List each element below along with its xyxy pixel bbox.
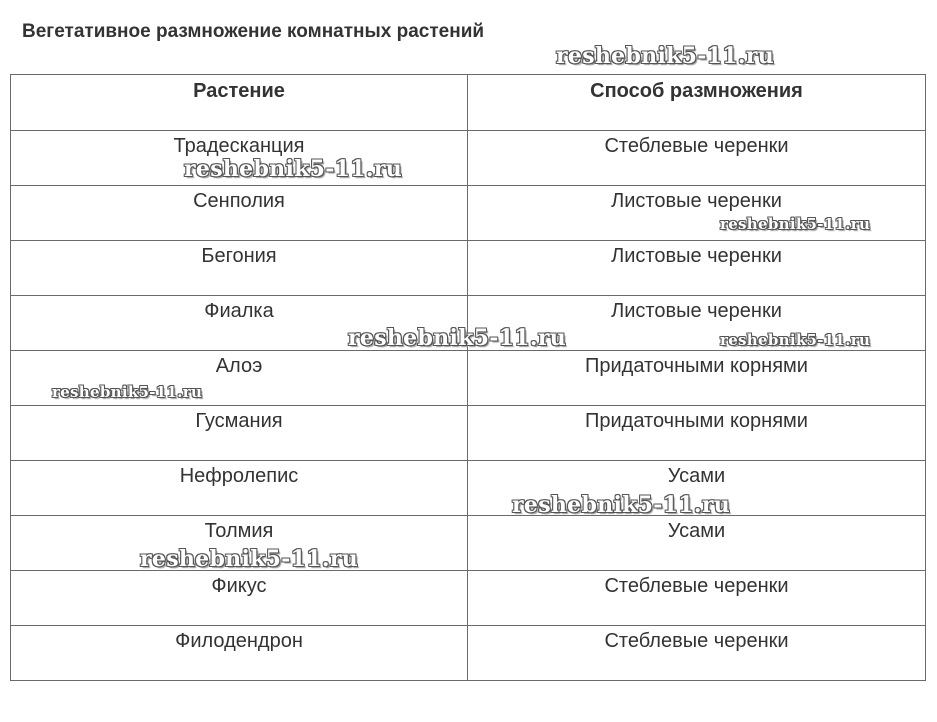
- table-header-row: [11, 75, 926, 131]
- watermark: reshebnik5-11.ru: [720, 331, 871, 349]
- page-title: Вегетативное размножение комнатных растений: [22, 21, 485, 42]
- method-cell: Листовые черенки: [468, 186, 926, 241]
- plant-cell: Гусмания: [11, 406, 468, 461]
- table-row: [11, 406, 926, 461]
- method-cell: Стеблевые черенки: [468, 571, 926, 626]
- method-cell: Листовые черенки: [468, 241, 926, 296]
- plant-cell: Алоэ: [11, 351, 468, 406]
- plant-cell: Фикус: [11, 571, 468, 626]
- plant-cell: Бегония: [11, 241, 468, 296]
- plant-cell: Нефролепис: [11, 461, 468, 516]
- watermark: reshebnik5-11.ru: [720, 215, 871, 233]
- method-cell: Усами: [468, 516, 926, 571]
- plant-cell: Фиалка: [11, 296, 468, 351]
- method-cell: Придаточными корнями: [468, 406, 926, 461]
- table-row: [11, 131, 926, 186]
- table-row: [11, 461, 926, 516]
- method-cell: Стеблевые черенки: [468, 626, 926, 681]
- column-header-plant: Растение: [11, 75, 468, 131]
- plant-cell: Толмия: [11, 516, 468, 571]
- table-row: [11, 351, 926, 406]
- watermark: reshebnik5-11.ru: [140, 546, 359, 572]
- column-header-method: Способ размножения: [468, 75, 926, 131]
- watermark: reshebnik5-11.ru: [52, 383, 203, 401]
- table-row: [11, 516, 926, 571]
- propagation-table: [10, 74, 926, 681]
- table-row: [11, 186, 926, 241]
- table-row: [11, 571, 926, 626]
- watermark: reshebnik5-11.ru: [512, 492, 731, 518]
- method-cell: Придаточными корнями: [468, 351, 926, 406]
- table-row: [11, 626, 926, 681]
- plant-cell: Филодендрон: [11, 626, 468, 681]
- table-row: [11, 241, 926, 296]
- method-cell: Листовые черенки: [468, 296, 926, 351]
- watermark: reshebnik5-11.ru: [348, 325, 567, 351]
- plant-cell: Сенполия: [11, 186, 468, 241]
- watermark: reshebnik5-11.ru: [556, 43, 775, 69]
- plant-cell: Традесканция: [11, 131, 468, 186]
- method-cell: Усами: [468, 461, 926, 516]
- method-cell: Стеблевые черенки: [468, 131, 926, 186]
- table-row: [11, 296, 926, 351]
- watermark: reshebnik5-11.ru: [184, 156, 403, 182]
